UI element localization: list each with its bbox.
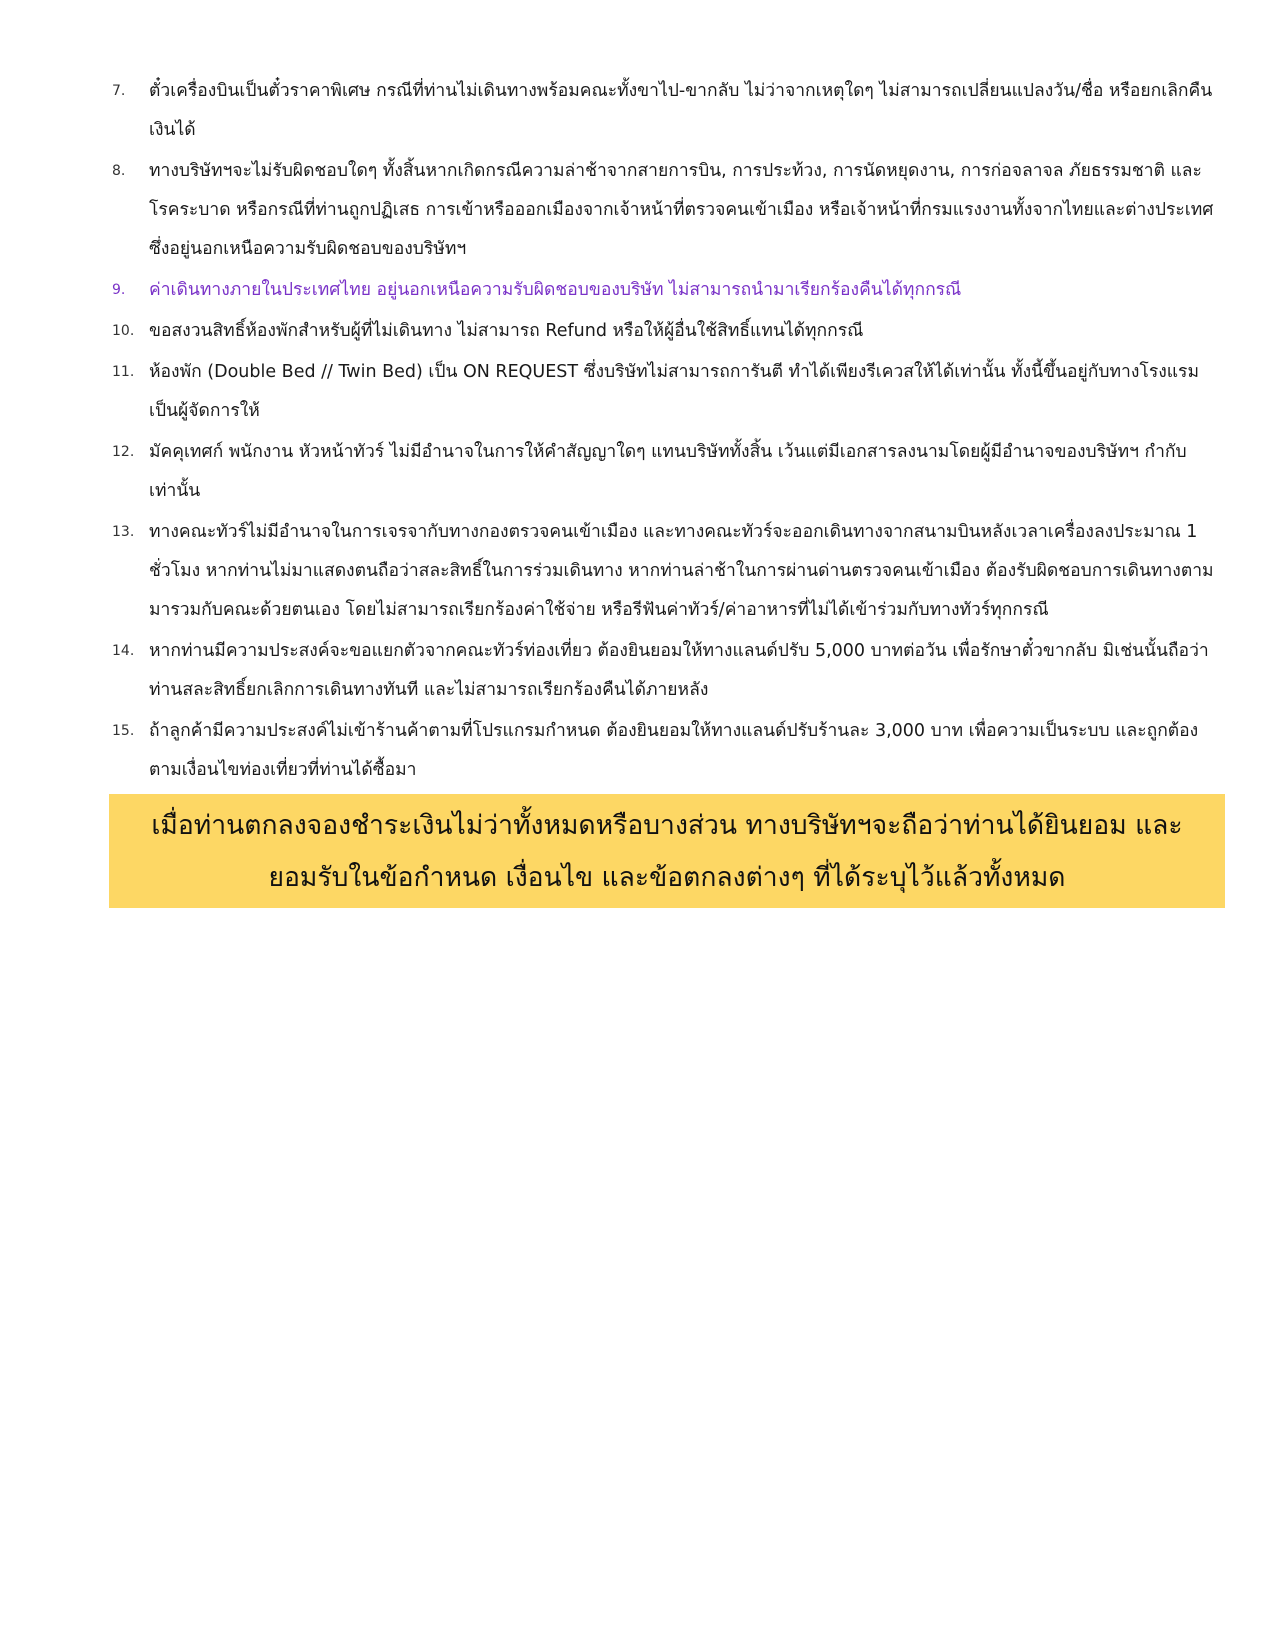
term-text: ขอสงวนสิทธิ์ห้องพักสำหรับผู้ที่ไม่เดินทาง ไม่สามารถ Refund หรือให้ผู้อื่นใช้สิทธิ์แทนได้ทุกกรณี — [149, 321, 864, 341]
term-text: มัคคุเทศก์ พนักงาน หัวหน้าทัวร์ ไม่มีอำนาจในการให้คำสัญญาใดๆ แทนบริษัททั้งสิ้น เว้นแต่มีเอกสารลงนามโดยผู้มีอำนาจของบริษัทฯ กำกับเท่านั้น — [149, 442, 1187, 501]
acceptance-notice-text: เมื่อท่านตกลงจองชำระเงินไม่ว่าทั้งหมดหรือบางส่วน ทางบริษัทฯจะถือว่าท่านได้ยินยอม และยอมรับในข้อกำหนด เงื่อนไข และข้อตกลงต่างๆ ที่ได้ระบุไว้แล้วทั้งหมด — [151, 810, 1183, 893]
term-item-13 — [112, 513, 1222, 630]
term-text: ค่าเดินทางภายในประเทศไทย อยู่นอกเหนือความรับผิดชอบของบริษัท ไม่สามารถนำมาเรียกร้องคืนได้ทุกกรณี — [149, 280, 962, 300]
term-item-8 — [112, 152, 1222, 269]
term-item-14 — [112, 632, 1222, 710]
term-number: 10. — [112, 323, 135, 339]
term-item-11 — [112, 353, 1222, 431]
term-number: 11. — [112, 364, 135, 380]
term-item-12 — [112, 433, 1222, 511]
terms-list — [112, 72, 1222, 792]
term-text: หากท่านมีความประสงค์จะขอแยกตัวจากคณะทัวร์ท่องเที่ยว ต้องยินยอมให้ทางแลนด์ปรับ 5,000 บาทต่อวัน เพื่อรักษาตั๋วขากลับ มิเช่นนั้นถือว่าท่านสละสิทธิ์ยกเลิกการเดินทางทันที และไม่สามารถเรียกร้องคืนได้ภายหลัง — [149, 641, 1209, 700]
term-number: 9. — [112, 282, 126, 298]
term-text: ตั๋วเครื่องบินเป็นตั๋วราคาพิเศษ กรณีที่ท่านไม่เดินทางพร้อมคณะทั้งขาไป-ขากลับ ไม่ว่าจากเหตุใดๆ ไม่สามารถเปลี่ยนแปลงวัน/ชื่อ หรือยกเลิกคืนเงินได้ — [149, 81, 1213, 140]
term-text: ห้องพัก (Double Bed // Twin Bed) เป็น ON REQUEST ซึ่งบริษัทไม่สามารถการันตี ทำได้เพียงรีเควสให้ได้เท่านั้น ทั้งนี้ขึ้นอยู่กับทางโรงแรมเป็นผู้จัดการให้ — [149, 362, 1199, 421]
term-number: 7. — [112, 83, 126, 99]
term-item-15 — [112, 712, 1222, 790]
term-item-7 — [112, 72, 1222, 150]
term-text: ทางบริษัทฯจะไม่รับผิดชอบใดๆ ทั้งสิ้นหากเกิดกรณีความล่าช้าจากสายการบิน, การประท้วง, การนัดหยุดงาน, การก่อจลาจล ภัยธรรมชาติ และโรคระบาด หรือกรณีที่ท่านถูกปฏิเสธ การเข้าหรือออกเมืองจากเจ้าหน้าที่ตรวจคนเข้าเมือง หรือเจ้าหน้าที่กรมแรงงานทั้งจากไทยและต่างประเทศซึ่งอยู่นอกเหนือความรับผิดชอบของบริษัทฯ — [149, 161, 1214, 259]
term-item-10 — [112, 312, 1222, 351]
term-text: ถ้าลูกค้ามีความประสงค์ไม่เข้าร้านค้าตามที่โปรแกรมกำหนด ต้องยินยอมให้ทางแลนด์ปรับร้านละ 3,000 บาท เพื่อความเป็นระบบ และถูกต้องตามเงื่อนไขท่องเที่ยวที่ท่านได้ซื้อมา — [149, 721, 1199, 780]
term-text: ทางคณะทัวร์ไม่มีอำนาจในการเจรจากับทางกองตรวจคนเข้าเมือง และทางคณะทัวร์จะออกเดินทางจากสนามบินหลังเวลาเครื่องลงประมาณ 1 ชั่วโมง หากท่านไม่มาแสดงตนถือว่าสละสิทธิ์ในการร่วมเดินทาง หากท่านล่าช้าในการผ่านด่านตรวจคนเข้าเมือง ต้องรับผิดชอบการเดินทางตามมารวมกับคณะด้วยตนเอง โดยไม่สามารถเรียกร้องค่าใช้จ่าย หรือรีฟันค่าทัวร์/ค่าอาหารที่ไม่ได้เข้าร่วมกับทางทัวร์ทุกกรณี — [149, 522, 1214, 620]
acceptance-notice-banner — [109, 794, 1225, 908]
term-number: 15. — [112, 723, 135, 739]
term-item-9-highlighted — [112, 271, 1222, 310]
term-number: 8. — [112, 163, 126, 179]
term-number: 12. — [112, 444, 135, 460]
term-number: 14. — [112, 643, 135, 659]
term-number: 13. — [112, 524, 135, 540]
